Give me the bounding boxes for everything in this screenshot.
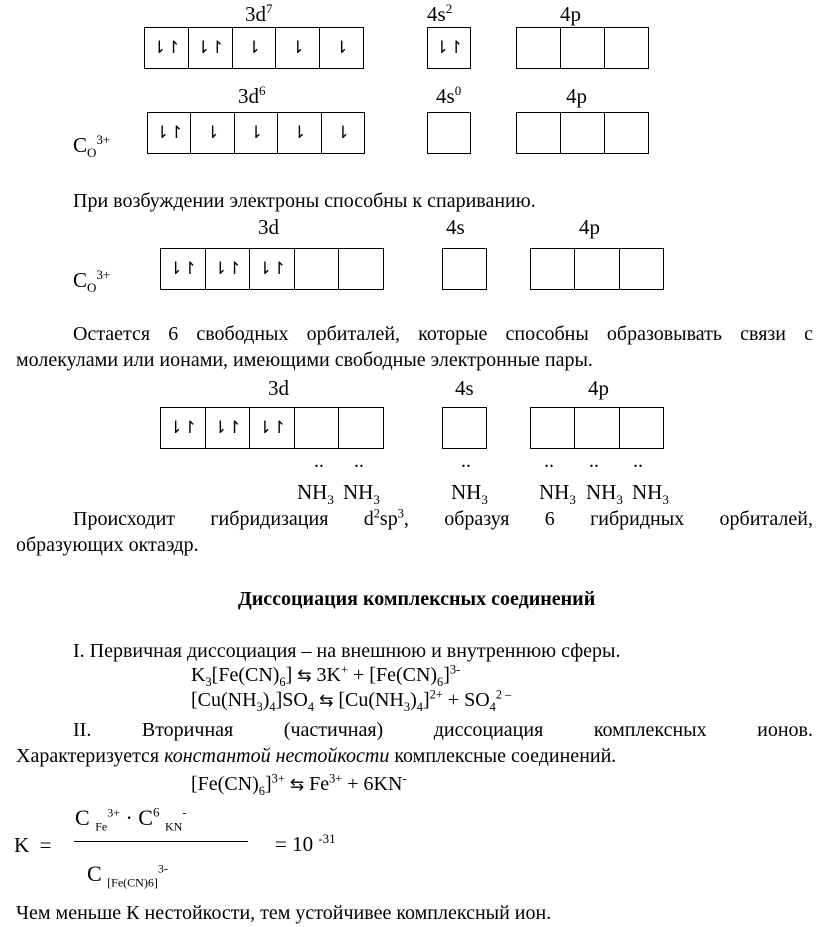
- orbital-cell: [605, 113, 648, 153]
- orbital-4p-row4: [530, 407, 664, 449]
- electron-pair-dots: ..: [314, 450, 324, 472]
- electron-pair-dots: ..: [354, 450, 364, 472]
- ion-label-2: $C_O^{3+}$: [73, 267, 111, 296]
- hybridization-line2: образующих октаэдр.: [16, 534, 199, 556]
- orbital-cell: ⇂↾: [148, 113, 191, 153]
- fraction-bar: [74, 841, 248, 842]
- orbital-cell: [443, 249, 486, 289]
- orbital-cell: [605, 28, 648, 68]
- primary-dissociation: I. Первичная диссоциация – на внешнюю и внутреннюю сферы.: [73, 640, 621, 662]
- label-4s0: $4s^0$: [436, 83, 462, 108]
- orbital-cell: ⇂: [233, 28, 277, 68]
- orbital-4p-row2: [516, 112, 649, 154]
- label-4p-2: 4p: [566, 84, 587, 108]
- orbital-3d-row4: [160, 407, 384, 449]
- electron-pair-dots: ..: [589, 450, 599, 472]
- formula-denominator: C $_{[Fe(CN)6]}^{3-}$: [87, 861, 168, 890]
- equation-2: $[Cu(NH_3)_4]SO_4$ ⇆ $[Cu(NH_3)_4]^{2+} + SO_4^{2 -}$: [191, 687, 512, 714]
- orbital-cell: ⇂↾: [189, 28, 233, 68]
- equation-1: $K_3[Fe(CN)_6]$ ⇆ $3K^+ + [Fe(CN)_6]^{3-}$: [191, 662, 461, 689]
- orbital-cell: [575, 249, 619, 289]
- ligand-nh3: $NH_3$: [539, 480, 576, 508]
- orbital-cell: ⇂↾: [250, 408, 295, 448]
- orbital-3d-row3: [160, 248, 384, 290]
- electron-pair-dots: ..: [461, 450, 471, 472]
- formula-numerator: C $_{Fe}^{3+} \cdot C^6$ $_{KN}$-: [75, 804, 187, 834]
- remaining-orbitals-line1: Остается 6 свободных орбиталей, которые способны образовывать связи с: [73, 323, 813, 345]
- conclusion-text: Чем меньше К нестойкости, тем устойчивее комплексный ион.: [16, 902, 552, 924]
- orbital-cell: ⇂↾: [434, 38, 464, 58]
- hybridization-line1: Происходит гибридизация $d^2sp^3$, образуя 6 гибридных орбиталей,: [73, 506, 813, 530]
- ion-label-1: $C_O^{3+}$: [73, 132, 111, 161]
- secondary-dissociation-line1: II. Вторичная (частичная) диссоциация комплексных ионов.: [73, 719, 813, 741]
- section-heading: Диссоциация комплексных соединений: [238, 588, 596, 610]
- orbital-4p-row1: [516, 27, 649, 69]
- orbital-cell: ⇂: [335, 123, 350, 143]
- ligand-nh3: $NH_3$: [632, 480, 669, 508]
- formula-result: = 10 $^{-31}$: [275, 831, 336, 856]
- orbital-cell: [561, 28, 605, 68]
- label-4s2: $4s^2$: [427, 1, 453, 26]
- orbital-cell: ⇂↾: [145, 28, 189, 68]
- ligand-nh3: $NH_3$: [586, 480, 623, 508]
- orbital-cell: [531, 408, 575, 448]
- orbital-cell: [620, 249, 663, 289]
- orbital-cell: [575, 408, 619, 448]
- label-3d-row4: 3d: [268, 376, 289, 400]
- orbital-4s-row2: [427, 112, 471, 154]
- ligand-nh3: $NH_3$: [343, 480, 380, 508]
- orbital-cell: ⇂: [235, 113, 278, 153]
- orbital-cell: [620, 408, 663, 448]
- orbital-cell: [339, 408, 383, 448]
- orbital-4s-row4: [442, 407, 487, 449]
- orbital-4s-row1: [427, 27, 471, 69]
- label-3d-row3: 3d: [258, 215, 279, 239]
- equation-3: $[Fe(CN)_6]^{3+}$ ⇆ $Fe^{3+} + 6KN^-$: [191, 771, 407, 798]
- orbital-cell: ⇂↾: [161, 408, 206, 448]
- orbital-4s-row3: [442, 248, 487, 290]
- ligand-nh3: $NH_3$: [451, 480, 488, 508]
- orbital-cell: ⇂: [334, 38, 349, 58]
- equilibrium-arrow-icon: ⇆: [297, 666, 312, 686]
- remaining-orbitals-line2: молекулами или ионами, имеющими свободные электронные пары.: [16, 349, 593, 371]
- orbital-cell: ⇂↾: [206, 249, 251, 289]
- label-4s-row4: 4s: [455, 376, 474, 400]
- orbital-3d-row2: [147, 112, 365, 154]
- orbital-cell: [517, 28, 561, 68]
- orbital-cell: ⇂: [191, 113, 234, 153]
- orbital-cell: [443, 408, 486, 448]
- orbital-cell: [295, 249, 340, 289]
- orbital-cell: ⇂↾: [206, 408, 251, 448]
- equilibrium-arrow-icon: ⇆: [319, 691, 334, 711]
- electron-pair-dots: ..: [544, 450, 554, 472]
- orbital-cell: ⇂↾: [250, 249, 295, 289]
- electron-pair-dots: ..: [633, 450, 643, 472]
- orbital-cell: [428, 113, 470, 153]
- orbital-cell: [339, 249, 383, 289]
- label-3d7: $3d^7$: [245, 1, 273, 26]
- orbital-cell: [561, 113, 605, 153]
- label-4p-1: 4p: [560, 2, 581, 26]
- orbital-cell: ⇂: [276, 28, 320, 68]
- label-4p-row4: 4p: [588, 376, 609, 400]
- ligand-nh3: $NH_3$: [297, 480, 334, 508]
- orbital-cell: ⇂: [278, 113, 321, 153]
- orbital-cell: ⇂↾: [161, 249, 206, 289]
- orbital-cell: [531, 249, 575, 289]
- label-4p-row3: 4p: [579, 215, 600, 239]
- equilibrium-arrow-icon: ⇆: [289, 775, 305, 795]
- orbital-3d-row1: [144, 27, 364, 69]
- label-3d6: $3d^6$: [238, 83, 266, 108]
- secondary-dissociation-line2: Характеризуется константой нестойкости комплексные соединений.: [16, 745, 617, 767]
- orbital-cell: [295, 408, 340, 448]
- orbital-cell: [517, 113, 561, 153]
- formula-k: K =: [14, 833, 52, 857]
- excitation-text: При возбуждении электроны способны к спариванию.: [73, 190, 536, 212]
- label-4s-row3: 4s: [446, 215, 465, 239]
- orbital-4p-row3: [530, 248, 664, 290]
